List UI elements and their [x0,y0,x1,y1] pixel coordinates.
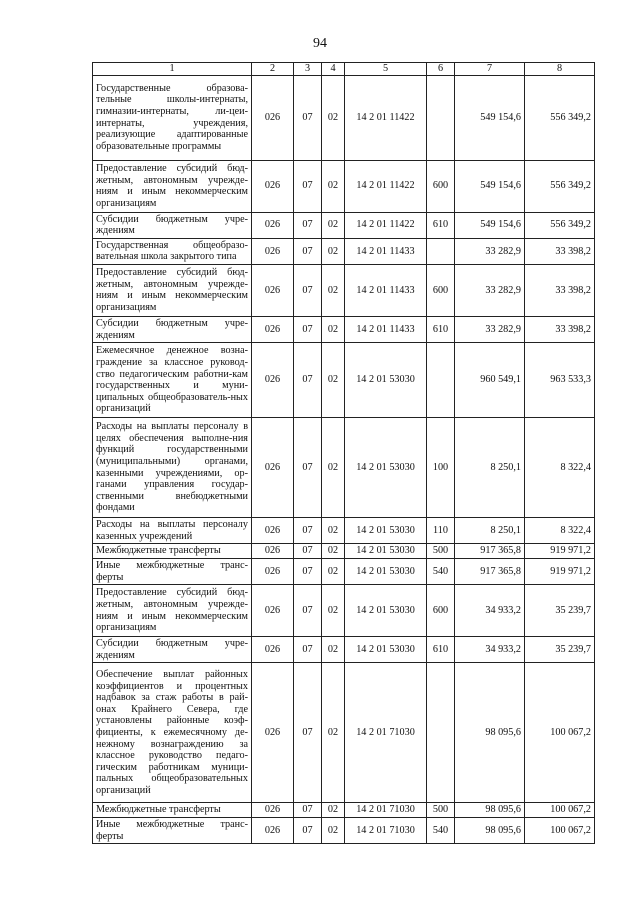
cell-ministry-code: 026 [252,264,294,316]
cell-expense-type: 540 [427,817,455,843]
cell-subsection: 02 [322,316,345,342]
header-cell: 2 [252,63,294,76]
cell-target-article: 14 2 01 53030 [345,544,427,559]
header-cell: 4 [322,63,345,76]
cell-expense-type: 100 [427,418,455,518]
cell-amount-col8: 33 398,2 [525,238,595,264]
cell-ministry-code: 026 [252,316,294,342]
cell-section: 07 [294,518,322,544]
cell-target-article: 14 2 01 11433 [345,238,427,264]
cell-ministry-code: 026 [252,803,294,818]
cell-expense-type: 600 [427,264,455,316]
table-row [93,316,595,342]
cell-amount-col7: 34 933,2 [455,637,525,663]
cell-expense-type: 500 [427,803,455,818]
cell-target-article: 14 2 01 71030 [345,803,427,818]
cell-subsection: 02 [322,160,345,212]
table-row [93,518,595,544]
cell-amount-col8: 963 533,3 [525,343,595,418]
cell-amount-col8: 35 239,7 [525,637,595,663]
cell-subsection: 02 [322,75,345,160]
cell-ministry-code: 026 [252,817,294,843]
cell-amount-col8: 556 349,2 [525,212,595,238]
row-description: Предоставление субсидий бюд-жетным, автономным учрежде-ниям и иным некоммерческим организациям [93,264,252,316]
cell-amount-col7: 33 282,9 [455,316,525,342]
row-description: Межбюджетные трансферты [93,803,252,818]
cell-subsection: 02 [322,637,345,663]
cell-expense-type: 610 [427,212,455,238]
cell-amount-col7: 549 154,6 [455,212,525,238]
cell-amount-col7: 8 250,1 [455,418,525,518]
cell-amount-col8: 556 349,2 [525,160,595,212]
cell-section: 07 [294,316,322,342]
row-description: Расходы на выплаты персоналу казенных учреждений [93,518,252,544]
cell-expense-type: 600 [427,585,455,637]
cell-amount-col7: 98 095,6 [455,663,525,803]
cell-target-article: 14 2 01 53030 [345,343,427,418]
cell-expense-type: 610 [427,316,455,342]
row-description: Иные межбюджетные транс-ферты [93,817,252,843]
cell-target-article: 14 2 01 53030 [345,558,427,584]
cell-target-article: 14 2 01 11433 [345,264,427,316]
cell-target-article: 14 2 01 71030 [345,663,427,803]
cell-section: 07 [294,212,322,238]
cell-amount-col7: 917 365,8 [455,558,525,584]
cell-section: 07 [294,558,322,584]
cell-target-article: 14 2 01 11422 [345,160,427,212]
cell-amount-col8: 100 067,2 [525,803,595,818]
table-row [93,637,595,663]
cell-amount-col7: 549 154,6 [455,160,525,212]
cell-amount-col7: 98 095,6 [455,817,525,843]
cell-subsection: 02 [322,585,345,637]
cell-subsection: 02 [322,803,345,818]
cell-section: 07 [294,817,322,843]
table-row [93,663,595,803]
table-row [93,264,595,316]
row-description: Ежемесячное денежное возна-граждение за классное руковод-ство педагогическим работни-кам государственных и муни-ципальных общеобразователь-ных организаций [93,343,252,418]
cell-subsection: 02 [322,418,345,518]
cell-amount-col8: 556 349,2 [525,75,595,160]
cell-expense-type: 600 [427,160,455,212]
cell-subsection: 02 [322,238,345,264]
table-row [93,160,595,212]
cell-target-article: 14 2 01 11433 [345,316,427,342]
table-body [93,75,595,844]
cell-amount-col7: 960 549,1 [455,343,525,418]
cell-ministry-code: 026 [252,558,294,584]
cell-ministry-code: 026 [252,544,294,559]
cell-target-article: 14 2 01 11422 [345,212,427,238]
row-description: Государственные образова-тельные школы-интернаты, гимназии-интернаты, ли-цеи-интернаты, учреждения, реализующие адаптированные образовательные программы [93,75,252,160]
cell-target-article: 14 2 01 53030 [345,585,427,637]
cell-section: 07 [294,264,322,316]
cell-expense-type [427,75,455,160]
cell-expense-type [427,663,455,803]
header-row [93,63,595,76]
cell-ministry-code: 026 [252,418,294,518]
cell-expense-type [427,343,455,418]
cell-amount-col7: 8 250,1 [455,518,525,544]
table-row [93,212,595,238]
cell-subsection: 02 [322,558,345,584]
cell-ministry-code: 026 [252,212,294,238]
row-description: Субсидии бюджетным учре-ждениям [93,637,252,663]
cell-expense-type: 110 [427,518,455,544]
row-description: Обеспечение выплат районных коэффициентов и процентных надбавок за стаж работы в рай-онах Крайнего Севера, где установлены районные коэф-фициенты, к ежемесячному де-нежному вознаграждению за классное руководство педаго-гическим работникам муници-пальных общеобразовательных организаций [93,663,252,803]
cell-ministry-code: 026 [252,637,294,663]
cell-amount-col8: 100 067,2 [525,817,595,843]
cell-amount-col8: 35 239,7 [525,585,595,637]
cell-subsection: 02 [322,212,345,238]
table-row [93,585,595,637]
cell-amount-col7: 917 365,8 [455,544,525,559]
cell-expense-type: 540 [427,558,455,584]
header-cell: 8 [525,63,595,76]
cell-expense-type [427,238,455,264]
cell-amount-col7: 33 282,9 [455,238,525,264]
cell-section: 07 [294,160,322,212]
cell-section: 07 [294,75,322,160]
row-description: Субсидии бюджетным учре-ждениям [93,212,252,238]
header-cell: 3 [294,63,322,76]
cell-ministry-code: 026 [252,663,294,803]
header-cell: 1 [93,63,252,76]
cell-section: 07 [294,238,322,264]
cell-target-article: 14 2 01 53030 [345,418,427,518]
cell-target-article: 14 2 01 71030 [345,817,427,843]
cell-subsection: 02 [322,264,345,316]
cell-ministry-code: 026 [252,585,294,637]
cell-expense-type: 500 [427,544,455,559]
cell-amount-col8: 919 971,2 [525,558,595,584]
cell-subsection: 02 [322,544,345,559]
row-description: Предоставление субсидий бюд-жетным, автономным учрежде-ниям и иным некоммерческим организациям [93,160,252,212]
cell-amount-col8: 33 398,2 [525,316,595,342]
cell-target-article: 14 2 01 53030 [345,637,427,663]
cell-amount-col8: 8 322,4 [525,518,595,544]
cell-section: 07 [294,418,322,518]
header-cell: 5 [345,63,427,76]
cell-subsection: 02 [322,343,345,418]
cell-section: 07 [294,585,322,637]
table-row [93,343,595,418]
header-cell: 7 [455,63,525,76]
cell-amount-col8: 919 971,2 [525,544,595,559]
row-description: Предоставление субсидий бюд-жетным, автономным учрежде-ниям и иным некоммерческим организациям [93,585,252,637]
cell-ministry-code: 026 [252,238,294,264]
cell-section: 07 [294,343,322,418]
cell-target-article: 14 2 01 11422 [345,75,427,160]
cell-target-article: 14 2 01 53030 [345,518,427,544]
table-row [93,817,595,843]
cell-amount-col7: 549 154,6 [455,75,525,160]
cell-section: 07 [294,637,322,663]
table-row [93,544,595,559]
cell-subsection: 02 [322,817,345,843]
row-description: Субсидии бюджетным учре-ждениям [93,316,252,342]
table-row [93,558,595,584]
cell-section: 07 [294,663,322,803]
cell-amount-col8: 100 067,2 [525,663,595,803]
cell-subsection: 02 [322,518,345,544]
page-number: 94 [313,36,327,51]
row-description: Расходы на выплаты персоналу в целях обеспечения выполне-ния функций государственными (муниципальными) органами, казенными учреждениями, ор-ганами управления государ-ственными внебюджетными фондами [93,418,252,518]
cell-section: 07 [294,544,322,559]
row-description: Иные межбюджетные транс-ферты [93,558,252,584]
table-row [93,803,595,818]
budget-table [92,62,595,844]
cell-amount-col7: 34 933,2 [455,585,525,637]
table-row [93,75,595,160]
cell-ministry-code: 026 [252,160,294,212]
cell-section: 07 [294,803,322,818]
cell-amount-col7: 33 282,9 [455,264,525,316]
table-row [93,238,595,264]
cell-expense-type: 610 [427,637,455,663]
table-row [93,418,595,518]
cell-amount-col8: 8 322,4 [525,418,595,518]
cell-ministry-code: 026 [252,343,294,418]
cell-amount-col8: 33 398,2 [525,264,595,316]
row-description: Государственная общеобразо-вательная школа закрытого типа [93,238,252,264]
cell-subsection: 02 [322,663,345,803]
cell-ministry-code: 026 [252,518,294,544]
cell-ministry-code: 026 [252,75,294,160]
cell-amount-col7: 98 095,6 [455,803,525,818]
row-description: Межбюджетные трансферты [93,544,252,559]
header-cell: 6 [427,63,455,76]
